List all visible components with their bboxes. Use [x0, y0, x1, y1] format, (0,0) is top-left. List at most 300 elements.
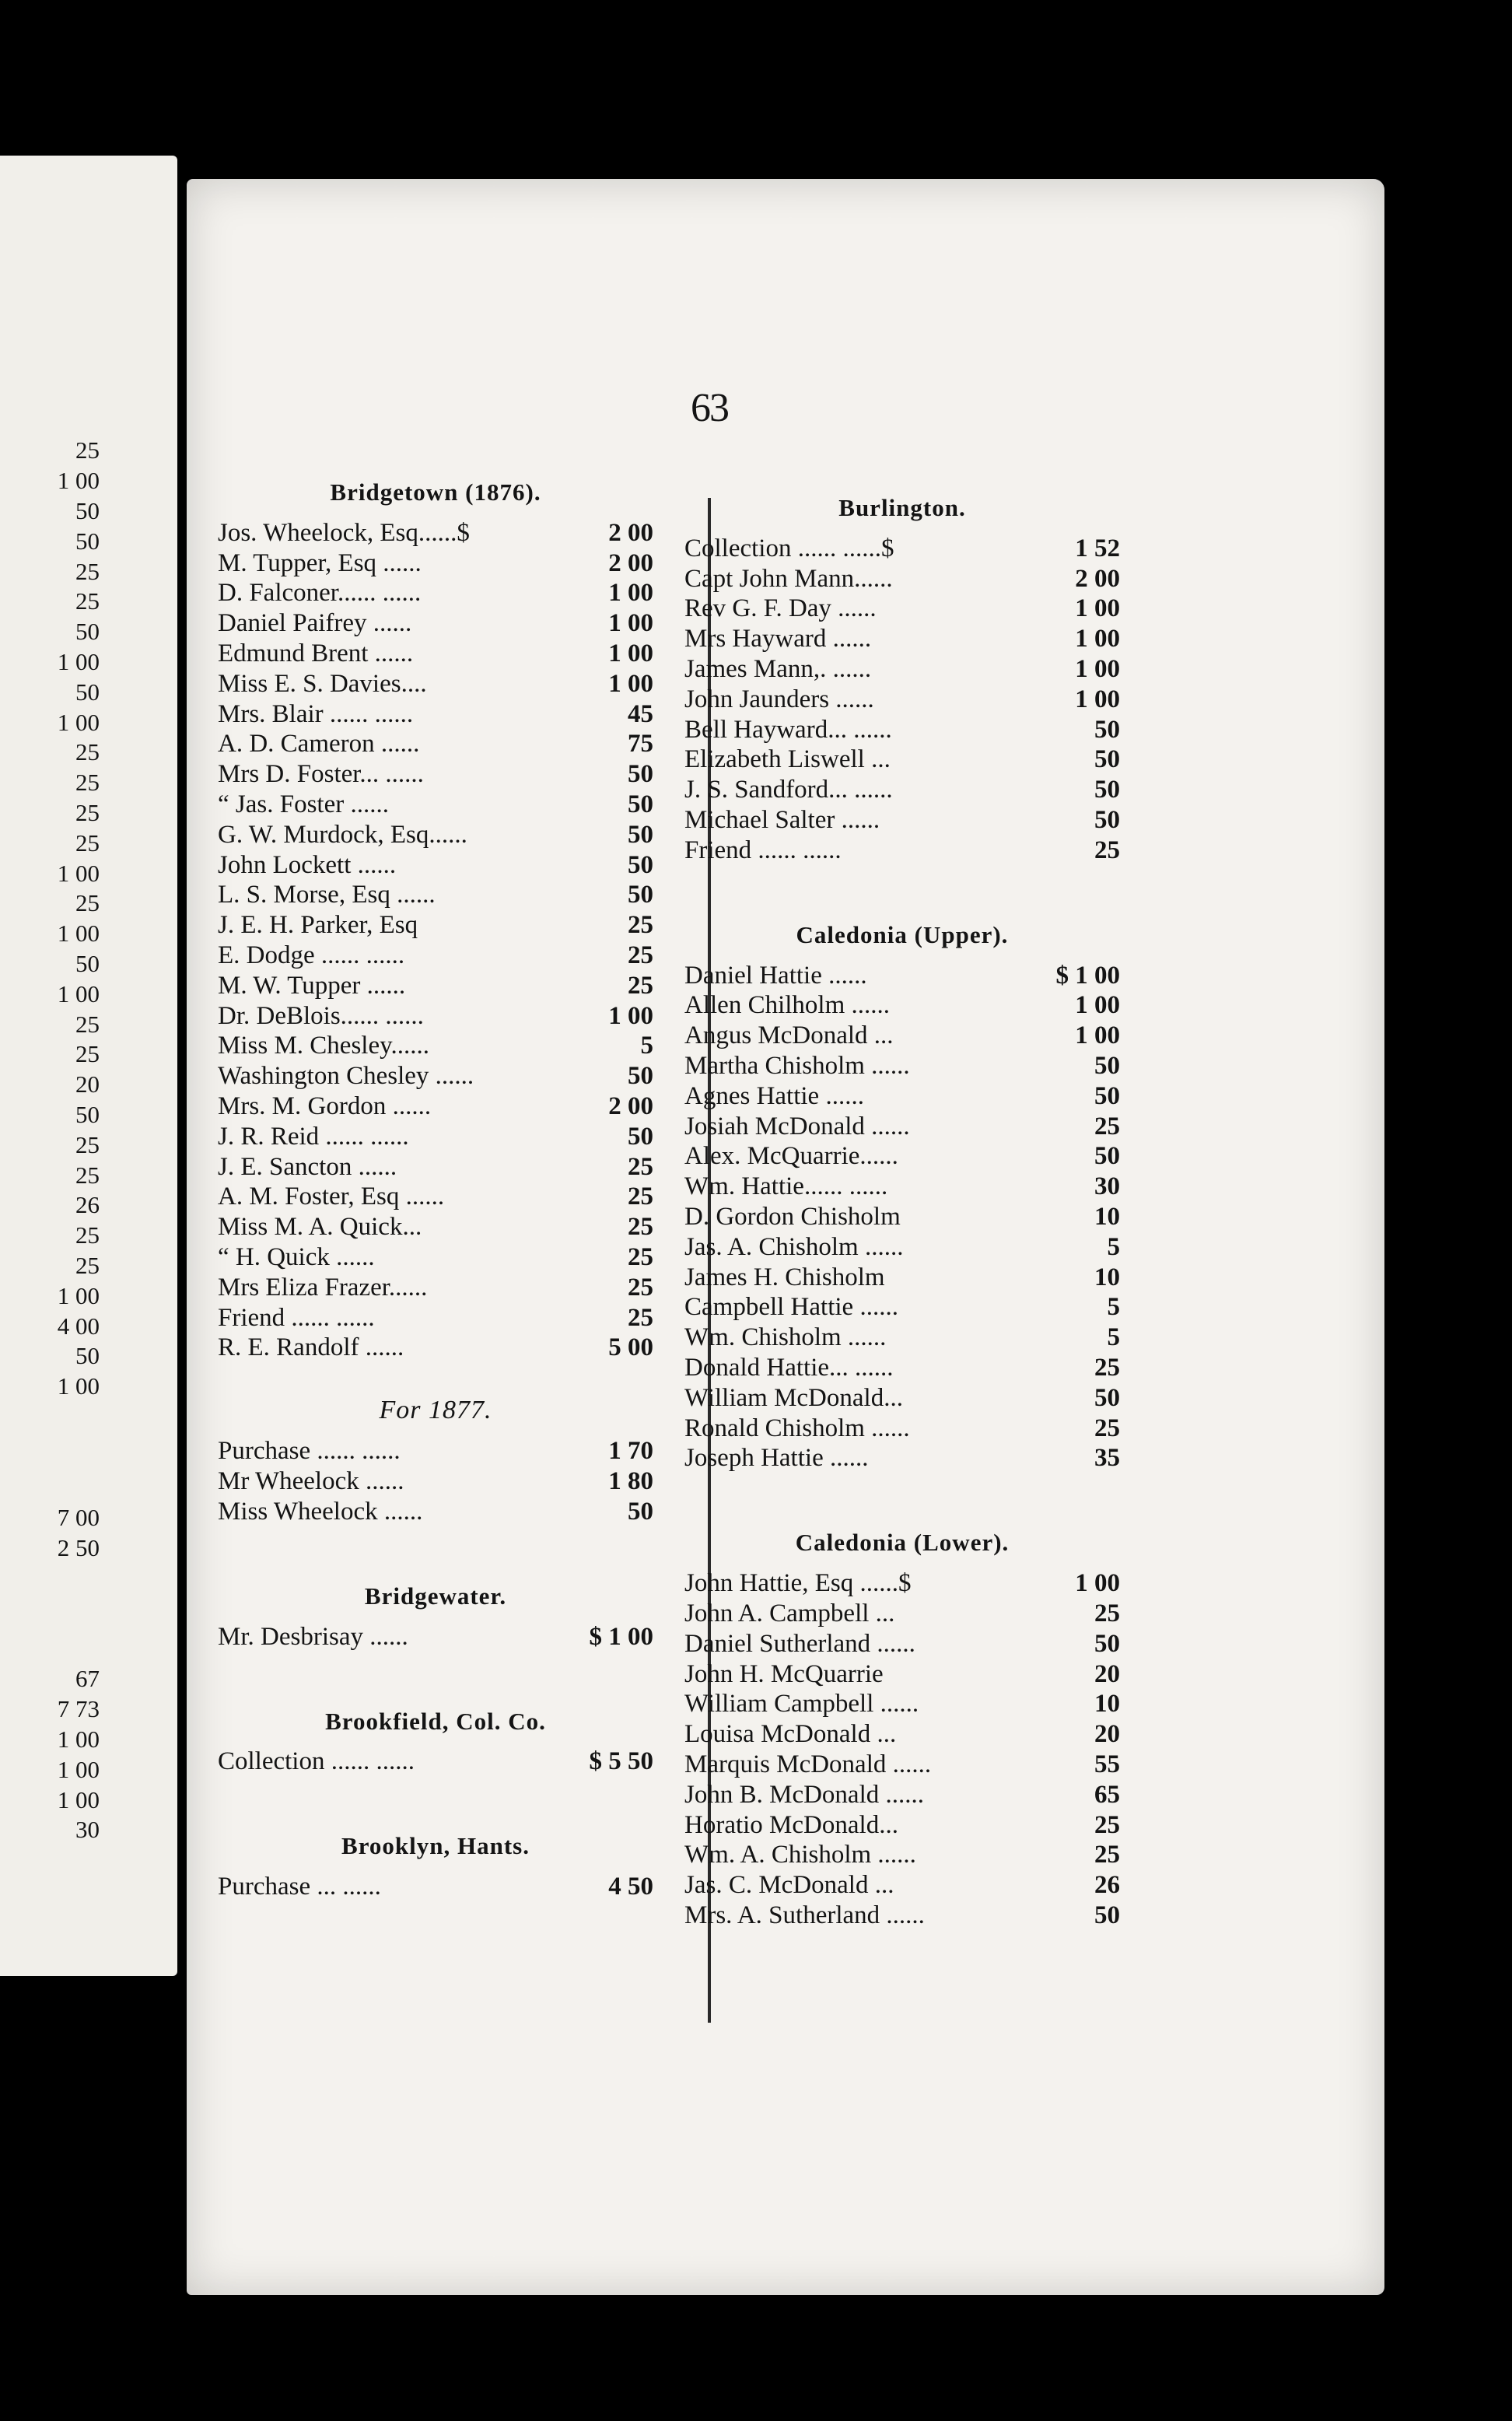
entry-name: Horatio McDonald...	[684, 1812, 898, 1838]
entry-row	[0, 1160, 100, 1190]
entry-row	[0, 858, 100, 888]
entry-row	[218, 1091, 653, 1122]
entry-name: Miss Wheelock ......	[218, 1498, 423, 1525]
entry-row	[218, 1436, 653, 1466]
entry-amount: 65	[1094, 1780, 1120, 1809]
entry-amount: 50	[75, 1100, 100, 1128]
entry-row	[0, 1009, 100, 1039]
entry-row	[218, 730, 653, 760]
entry-name: Campbell Hattie ......	[684, 1295, 898, 1321]
entry-amount: 10	[1094, 1690, 1120, 1719]
entry-row	[0, 526, 100, 556]
entry-name: Elizabeth Liswell ...	[684, 747, 891, 773]
entry-row	[0, 1341, 100, 1372]
entry-row	[684, 715, 1120, 745]
section-heading-for-1877: For 1877.	[379, 1396, 492, 1425]
entry-row	[684, 1568, 1120, 1599]
entry-row	[218, 1303, 653, 1333]
entry-row	[684, 654, 1120, 685]
entry-amount: 20	[1094, 1720, 1120, 1749]
entry-amount: 26	[75, 1191, 100, 1219]
entry-row	[0, 979, 100, 1009]
section-bridgetown	[218, 518, 653, 1363]
entry-amount: 30	[1094, 1172, 1120, 1201]
entry-amount: 25	[75, 1040, 100, 1068]
entry-name: Mrs. Blair ...... ......	[218, 701, 414, 727]
entry-amount: 75	[628, 730, 653, 759]
entry-row	[218, 1333, 653, 1364]
entry-amount: 25	[628, 1273, 653, 1302]
entry-amount: 1 00	[57, 467, 100, 495]
entry-row	[684, 1021, 1120, 1051]
entry-row	[218, 669, 653, 699]
entry-name: Miss E. S. Davies....	[218, 671, 427, 697]
entry-amount: 1 00	[57, 647, 100, 675]
entry-amount: 10	[1094, 1203, 1120, 1232]
entry-row	[218, 881, 653, 911]
entry-name: Collection ...... ......	[218, 1749, 415, 1775]
entry-row	[684, 1840, 1120, 1870]
entry-amount: 1 00	[608, 669, 653, 698]
section-burlington	[684, 534, 1120, 866]
entry-amount: 1 00	[57, 1755, 100, 1783]
section-heading-burlington: Burlington.	[838, 494, 966, 521]
entry-name: William Campbell ......	[684, 1691, 919, 1718]
section-heading-caledonia-lower: Caledonia (Lower).	[795, 1529, 1010, 1557]
entry-amount: 25	[75, 829, 100, 857]
entry-row	[218, 910, 653, 941]
entry-row	[684, 1629, 1120, 1659]
section-heading-bridgetown: Bridgetown (1876).	[330, 478, 541, 506]
entry-row	[218, 1242, 653, 1273]
entry-amount: 50	[628, 820, 653, 849]
entry-name: D. Gordon Chisholm	[684, 1204, 901, 1231]
facing-page-fragment	[0, 156, 177, 1976]
entry-row	[0, 1754, 100, 1785]
section-for-1877	[218, 1436, 653, 1526]
entry-name: Washington Chesley ......	[218, 1063, 474, 1090]
entry-amount: 1 00	[57, 1372, 100, 1400]
entry-row	[0, 436, 100, 466]
entry-amount: 50	[628, 790, 653, 819]
entry-row	[0, 556, 100, 587]
entry-name: Jas. A. Chisholm ......	[684, 1234, 904, 1260]
entry-amount: 1 00	[57, 859, 100, 887]
entry-amount: 50	[1094, 1629, 1120, 1658]
entry-row	[218, 850, 653, 881]
entry-amount: $ 5 50	[589, 1747, 653, 1776]
entry-amount: 35	[1094, 1444, 1120, 1473]
entry-amount: 50	[1094, 1142, 1120, 1171]
entry-name: John Hattie, Esq ......$	[684, 1571, 912, 1597]
entry-name: J. S. Sandford... ......	[684, 777, 893, 804]
right-column	[684, 482, 1120, 1931]
entry-amount: 1 00	[1075, 685, 1120, 713]
section-heading-caledonia-upper: Caledonia (Upper).	[796, 920, 1009, 948]
entry-amount: 25	[75, 1251, 100, 1279]
entry-row	[0, 707, 100, 738]
entry-row	[0, 1130, 100, 1160]
entry-row	[218, 699, 653, 730]
entry-amount: 50	[628, 1497, 653, 1526]
entry-row	[218, 1061, 653, 1091]
entry-name: Angus McDonald ...	[684, 1023, 894, 1049]
entry-row	[684, 1870, 1120, 1901]
entry-amount: 25	[75, 769, 100, 797]
entry-row	[218, 1497, 653, 1527]
entry-name: Wm. A. Chisholm ......	[684, 1842, 916, 1869]
entry-name: Dr. DeBlois...... ......	[218, 1003, 424, 1029]
entry-row	[218, 608, 653, 639]
entry-amount: 25	[628, 971, 653, 1000]
entry-row	[0, 647, 100, 678]
entry-row	[218, 1212, 653, 1242]
entry-amount: 1 00	[1075, 594, 1120, 623]
entry-name: Wm. Hattie...... ......	[684, 1174, 888, 1200]
entry-amount: 25	[75, 1221, 100, 1249]
entry-amount: 2 50	[57, 1533, 100, 1561]
entry-row	[218, 971, 653, 1001]
entry-row	[218, 1032, 653, 1062]
entry-amount: 50	[75, 1342, 100, 1370]
entry-amount: 25	[1094, 1414, 1120, 1442]
entry-row	[684, 961, 1120, 991]
entry-row	[218, 1182, 653, 1213]
entry-row	[218, 1872, 653, 1902]
entry-row	[218, 1747, 653, 1778]
entry-amount: 50	[1094, 715, 1120, 744]
entry-row	[684, 685, 1120, 715]
entry-amount: 20	[1094, 1659, 1120, 1688]
entry-amount: 4 00	[57, 1312, 100, 1340]
entry-amount: 50	[628, 850, 653, 879]
entry-amount: 1 00	[57, 1785, 100, 1813]
entry-name: E. Dodge ...... ......	[218, 943, 405, 969]
entry-amount: 50	[628, 881, 653, 909]
entry-amount: 50	[75, 527, 100, 555]
entry-name: J. R. Reid ...... ......	[218, 1123, 409, 1150]
entry-row	[0, 1725, 100, 1755]
entry-name: James Mann,. ......	[684, 657, 872, 683]
entry-amount: 50	[75, 678, 100, 706]
entry-row	[684, 594, 1120, 625]
entry-name: Josiah McDonald ......	[684, 1113, 910, 1140]
entry-amount: 5	[1107, 1232, 1120, 1261]
section-caledonia-upper	[684, 961, 1120, 1474]
entry-row	[218, 941, 653, 971]
entry-amount: 50	[628, 760, 653, 789]
entry-row	[218, 518, 653, 548]
entry-amount: 1 00	[57, 708, 100, 736]
entry-amount: 10	[1094, 1263, 1120, 1291]
entry-name: Edmund Brent ......	[218, 641, 414, 667]
entry-row	[684, 1232, 1120, 1263]
entry-name: Collection ...... ......$	[684, 535, 894, 562]
entry-amount: 50	[1094, 1901, 1120, 1929]
entry-amount: 4 50	[608, 1873, 653, 1901]
entry-amount: 1 00	[608, 579, 653, 608]
entry-row	[218, 639, 653, 669]
entry-name: L. S. Morse, Esq ......	[218, 882, 436, 909]
entry-amount: $ 1 00	[589, 1622, 653, 1651]
entry-name: Michael Salter ......	[684, 808, 880, 834]
entry-name: Friend ...... ......	[218, 1305, 375, 1331]
entry-name: M. Tupper, Esq ......	[218, 550, 422, 576]
entry-amount: 50	[628, 1122, 653, 1151]
entry-row	[0, 1694, 100, 1725]
entry-name: John A. Campbell ...	[684, 1601, 895, 1627]
entry-name: M. W. Tupper ......	[218, 972, 406, 999]
entry-name: Capt John Mann......	[684, 566, 893, 592]
entry-row	[218, 1466, 653, 1497]
entry-row	[684, 1142, 1120, 1172]
entry-name: Miss M. Chesley......	[218, 1033, 429, 1060]
entry-amount: 45	[628, 699, 653, 728]
section-bridgewater	[218, 1622, 653, 1652]
entry-amount: 25	[1094, 1810, 1120, 1839]
entry-row	[684, 1323, 1120, 1353]
entry-amount: 1 00	[1075, 625, 1120, 653]
entry-name: “ Jas. Foster ......	[218, 792, 389, 818]
entry-name: Purchase ... ......	[218, 1874, 381, 1901]
entry-row	[684, 1172, 1120, 1202]
entry-row	[0, 1039, 100, 1070]
entry-amount: 50	[628, 1062, 653, 1091]
entry-amount: 5	[1107, 1323, 1120, 1352]
facing-page-heading	[0, 1594, 100, 1664]
left-column	[218, 467, 653, 1902]
entry-amount: 25	[75, 1130, 100, 1158]
entry-name: Marquis McDonald ......	[684, 1751, 932, 1778]
entry-amount: 25	[628, 1243, 653, 1272]
entry-row	[0, 1815, 100, 1845]
entry-amount: 5	[640, 1032, 653, 1060]
entry-name: Daniel Paifrey ......	[218, 611, 412, 637]
entry-amount: 1 00	[608, 639, 653, 668]
entry-amount: 25	[1094, 1112, 1120, 1140]
entry-row	[684, 991, 1120, 1021]
entry-amount: 26	[1094, 1871, 1120, 1900]
entry-amount: 25	[75, 738, 100, 766]
entry-amount: 25	[75, 798, 100, 826]
entry-name: Martha Chisholm ......	[684, 1053, 910, 1080]
entry-amount: 50	[75, 496, 100, 524]
entry-row	[684, 1112, 1120, 1142]
entry-amount: 2 00	[608, 518, 653, 547]
entry-row	[0, 1533, 100, 1563]
entry-row	[684, 534, 1120, 564]
entry-amount: 50	[1094, 776, 1120, 804]
entry-name: D. Falconer...... ......	[218, 580, 422, 607]
entry-amount: 50	[1094, 1081, 1120, 1110]
entry-name: Bell Hayward... ......	[684, 716, 892, 743]
entry-name: Donald Hattie... ......	[684, 1355, 894, 1382]
entry-row	[684, 1444, 1120, 1474]
entry-amount: 25	[75, 436, 100, 464]
section-brooklyn	[218, 1872, 653, 1902]
entry-name: Friend ...... ......	[684, 837, 842, 864]
entry-amount: 1 00	[608, 1001, 653, 1030]
entry-row	[684, 1353, 1120, 1383]
entry-row	[0, 888, 100, 919]
entry-name: Purchase ...... ......	[218, 1438, 401, 1465]
entry-name: Louisa McDonald ...	[684, 1722, 897, 1748]
entry-name: Mrs D. Foster... ......	[218, 762, 424, 788]
entry-amount: 1 00	[1075, 1569, 1120, 1598]
entry-amount: 25	[1094, 1841, 1120, 1869]
entry-amount: 25	[75, 557, 100, 585]
entry-amount: 25	[75, 587, 100, 615]
entry-amount: 67	[75, 1665, 100, 1693]
entry-amount: 25	[1094, 1354, 1120, 1382]
entry-amount: 1 00	[1075, 1021, 1120, 1050]
entry-amount: 1 00	[1075, 655, 1120, 684]
entry-row	[684, 1293, 1120, 1323]
entry-amount: 25	[75, 1010, 100, 1038]
entry-row	[684, 1901, 1120, 1931]
entry-amount: 25	[75, 889, 100, 917]
section-heading-brooklyn: Brooklyn, Hants.	[341, 1832, 530, 1860]
entry-row	[684, 836, 1120, 866]
entry-row	[0, 1503, 100, 1533]
section-heading-brookfield: Brookfield, Col. Co.	[325, 1707, 546, 1735]
entry-amount: $ 1 00	[1055, 961, 1120, 990]
entry-row	[0, 1070, 100, 1100]
entry-row	[218, 1152, 653, 1182]
entry-amount: 1 00	[57, 1726, 100, 1754]
entry-row	[0, 1281, 100, 1311]
entry-amount: 2 00	[608, 1092, 653, 1121]
facing-page-column	[0, 436, 100, 1845]
entry-name: Mr Wheelock ......	[218, 1469, 404, 1494]
entry-row	[0, 1372, 100, 1402]
entry-name: J. E. H. Parker, Esq	[218, 913, 418, 939]
entry-row	[218, 1001, 653, 1032]
entry-name: Daniel Sutherland ......	[684, 1631, 915, 1657]
entry-row	[684, 1780, 1120, 1810]
entry-row	[684, 1659, 1120, 1690]
entry-row	[218, 1273, 653, 1303]
entry-row	[684, 1383, 1120, 1414]
entry-row	[218, 820, 653, 850]
entry-name: Daniel Hattie ......	[684, 962, 867, 989]
entry-row	[218, 790, 653, 820]
entry-row	[0, 1311, 100, 1341]
section-heading-bridgewater: Bridgewater.	[364, 1582, 507, 1610]
entry-name: Ronald Chisholm ......	[684, 1415, 910, 1442]
entry-name: John B. McDonald ......	[684, 1782, 924, 1808]
entry-row	[218, 1622, 653, 1652]
entry-row	[684, 805, 1120, 836]
entry-name: Mrs Eliza Frazer......	[218, 1274, 428, 1301]
entry-row	[684, 745, 1120, 776]
entry-amount: 7 00	[57, 1503, 100, 1531]
entry-amount: 5	[1107, 1293, 1120, 1322]
entry-name: Mrs. M. Gordon ......	[218, 1094, 432, 1120]
entry-name: Rev G. F. Day ......	[684, 596, 877, 622]
entry-row	[684, 1414, 1120, 1444]
entry-amount: 50	[1094, 1383, 1120, 1412]
entry-amount: 20	[75, 1070, 100, 1098]
entry-name: Mrs Hayward ......	[684, 626, 872, 653]
entry-row	[0, 738, 100, 768]
entry-row	[218, 759, 653, 790]
entry-row	[218, 548, 653, 579]
entry-amount: 7 73	[57, 1695, 100, 1723]
entry-row	[684, 624, 1120, 654]
entry-row	[0, 798, 100, 829]
entry-amount: 1 00	[608, 609, 653, 638]
entry-row	[0, 1664, 100, 1694]
entry-amount: 25	[628, 1182, 653, 1211]
entry-row	[0, 828, 100, 858]
entry-amount: 1 00	[57, 1281, 100, 1309]
entry-amount: 50	[1094, 745, 1120, 774]
entry-name: “ H. Quick ......	[218, 1245, 375, 1271]
page-number: 63	[691, 386, 728, 430]
entry-name: Alex. McQuarrie......	[684, 1144, 898, 1170]
entry-row	[684, 1719, 1120, 1750]
entry-row	[0, 466, 100, 496]
entry-amount: 1 70	[608, 1437, 653, 1466]
entry-name: Wm. Chisholm ......	[684, 1325, 887, 1351]
entry-row	[0, 1785, 100, 1815]
entry-amount: 50	[75, 618, 100, 646]
entry-row	[684, 1599, 1120, 1629]
entry-row	[684, 1810, 1120, 1841]
entry-row	[218, 1122, 653, 1152]
entry-amount: 2 00	[608, 548, 653, 577]
entry-row	[684, 1081, 1120, 1112]
entry-name: Mrs. A. Sutherland ......	[684, 1902, 925, 1929]
section-brookfield	[218, 1747, 653, 1778]
entry-amount: 25	[628, 1213, 653, 1242]
entry-name: William McDonald...	[684, 1385, 903, 1411]
entry-name: James H. Chisholm	[684, 1264, 885, 1291]
entry-row	[684, 1690, 1120, 1720]
entry-row	[0, 496, 100, 527]
entry-row	[0, 1221, 100, 1251]
entry-name: Allen Chilholm ......	[684, 993, 890, 1019]
entry-amount: 30	[75, 1816, 100, 1844]
entry-name: J. E. Sancton ......	[218, 1154, 397, 1180]
entry-name: Jos. Wheelock, Esq......$	[218, 520, 470, 546]
entry-name: Agnes Hattie ......	[684, 1083, 864, 1109]
entry-amount: 55	[1094, 1750, 1120, 1778]
entry-amount: 25	[75, 1161, 100, 1189]
entry-amount: 25	[1094, 836, 1120, 864]
entry-row	[0, 949, 100, 979]
section-caledonia-lower	[684, 1568, 1120, 1931]
entry-amount: 1 52	[1075, 534, 1120, 562]
entry-row	[218, 579, 653, 609]
entry-amount: 1 80	[608, 1467, 653, 1495]
entry-row	[684, 1202, 1120, 1232]
entry-row	[684, 775, 1120, 805]
entry-row	[684, 564, 1120, 594]
entry-amount: 2 00	[1075, 564, 1120, 593]
entry-amount: 5 00	[608, 1333, 653, 1362]
entry-row	[0, 768, 100, 798]
entry-row	[0, 919, 100, 949]
entry-row	[0, 1251, 100, 1281]
entry-row	[0, 587, 100, 617]
entry-name: John Jaunders ......	[684, 686, 874, 713]
entry-row	[0, 1190, 100, 1221]
entry-row	[684, 1263, 1120, 1293]
entry-amount: 25	[628, 941, 653, 970]
entry-amount: 1 00	[57, 920, 100, 948]
